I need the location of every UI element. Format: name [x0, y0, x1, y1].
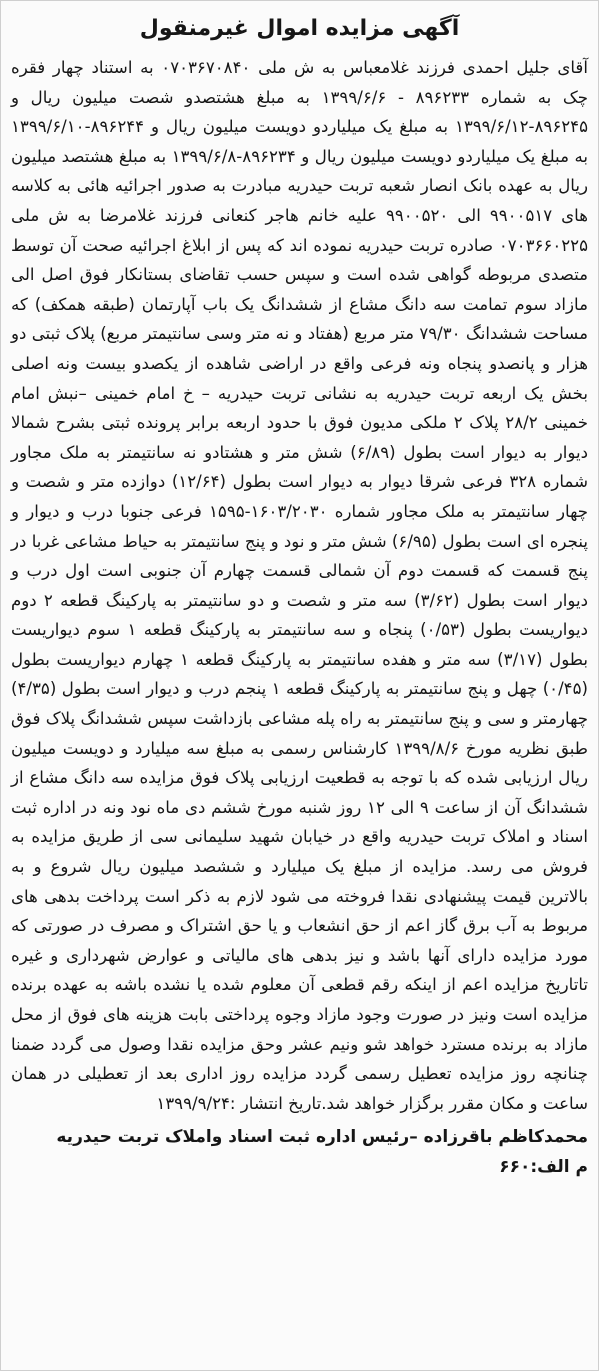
notice-title: آگهی مزایده اموال غیرمنقول: [139, 16, 460, 41]
notice-signature: محمدکاظم باقرزاده –رئیس اداره ثبت اسناد واملاک تربت حیدریه: [56, 1127, 588, 1148]
notice-body: آقای جلیل احمدی فرزند غلامعباس به ش ملی ۰۷۰۳۶۷۰۸۴۰ به استناد چهار فقره چک به شماره ۸۹۶۲۳۳ - ۱۳۹۹/۶/۶ به مبلغ هشتصدو شصت میلیون ریال و ۸۹۶۲۴۵-۱۳۹۹/۶/۱۲ به مبلغ یک میلیاردو دویست میلیون ریال و ۸۹۶۲۴۴-۱۳۹۹/۶/۱۰ به مبلغ یک میلیاردو دویست میلیون ریال و ۸۹۶۲۳۴-۱۳۹۹/۶/۸ به مبلغ هشتصد میلیون ریال به عهده بانک انصار شعبه تربت حیدریه مبادرت به صدور اجرائیه هائی به کلاسه های ۹۹۰۰۵۱۷ الی ۹۹۰۰۵۲۰ علیه خانم هاجر کنعانی فرزند غلامرضا به ش ملی ۰۷۰۳۶۶۰۲۲۵ صادره تربت حیدریه نموده اند که پس از ابلاغ اجرائیه صحت آن توسط متصدی مربوطه گواهی شده است و سپس حسب تقاضای بستانکار فوق اصل الی مازاد سوم تمامت سه دانگ مشاع از ششدانگ یک باب آپارتمان (طبقه همکف) که مساحت ششدانگ ۷۹/۳۰ متر مربع (هفتاد و نه متر وسی سانتیمتر مربع) پلاک ثبتی دو هزار و پانصدو پنجاه ونه فرعی واقع در اراضی شاهده از یکصدو بیست ونه اصلی بخش یک اربعه تربت حیدریه به نشانی تربت حیدریه – خ امام خمینی –نبش امام خمینی ۲۸/۲ پلاک ۲ ملکی مدیون فوق با حدود اربعه برابر پرونده ثبتی بشرح شمالا دیوار به دیوار است بطول (۶/۸۹) شش متر و هشتادو نه سانتیمتر به ملک مجاور شماره ۳۲۸ فرعی شرقا دیوار به دیوار است بطول (۱۲/۶۴) دوازده متر و شصت و چهار سانتیمتر به ملک مجاور شماره ۱۶۰۳/۲۰۳۰-۱۵۹۵ فرعی جنوبا درب و دیوار و پنجره ای است بطول (۶/۹۵) شش متر و نود و پنج سانتیمتر به حیاط مشاعی غربا در پنج قسمت که قسمت دوم آن شمالی قسمت چهارم آن جنوبی است اول درب و دیوار است بطول (۳/۶۲) سه متر و شصت و دو سانتیمتر به پارکینگ قطعه ۲ دوم دیواریست بطول (۰/۵۳) پنجاه و سه سانتیمتر به پارکینگ قطعه ۱ سوم دیواریست بطول (۳/۱۷) سه متر و هفده سانتیمتر به پارکینگ قطعه ۱ چهارم دیواریست بطول (۰/۴۵) چهل و پنج سانتیمتر به پارکینگ قطعه ۱ پنجم درب و دیوار است بطول (۴/۳۵) چهارمتر و سی و پنج سانتیمتر به راه پله مشاعی بازداشت سپس ششدانگ پلاک فوق طبق نظریه مورخ ۱۳۹۹/۸/۶ کارشناس رسمی به مبلغ سه میلیارد و دویست میلیون ریال ارزیابی شده که با توجه به قطعیت ارزیابی پلاک فوق مزایده سه دانگ مشاع از ششدانگ آن از ساعت ۹ الی ۱۲ روز شنبه مورخ ششم دی ماه نود ونه در اداره ثبت اسناد و املاک تربت حیدریه واقع در خیابان شهید سلیمانی سی از طریق مزایده به فروش می رسد. مزایده از مبلغ یک میلیارد و ششصد میلیون ریال شروع و به بالاترین قیمت پیشنهادی نقدا فروخته می شود لازم به ذکر است پرداخت بدهی های مربوط به آب برق گاز اعم از حق انشعاب و یا حق اشتراک و مصرف در صورتی که مورد مزایده دارای آنها باشد و نیز بدهی های مالیاتی و عوارض شهرداری و غیره تاتاریخ مزایده اعم از اینکه رقم قطعی آن معلوم شده یا نشده باشه به عهده برنده مزایده است ونیز در صورت وجود مازاد وجوه پرداختی بابت هزینه های فوق از محل مازاد به برنده مسترد خواهد شو ونیم عشر وحق مزایده نقدا وصول می گردد ضمنا چنانچه روز مزایده تعطیل رسمی گردد مزایده روز اداری بعد از تعطیلی در همان ساعت و مکان مقرر برگزار خواهد شد.تاریخ انتشار :۱۳۹۹/۹/۲۴: [11, 58, 589, 1113]
notice-code: م الف:۶۶۰: [499, 1157, 588, 1178]
